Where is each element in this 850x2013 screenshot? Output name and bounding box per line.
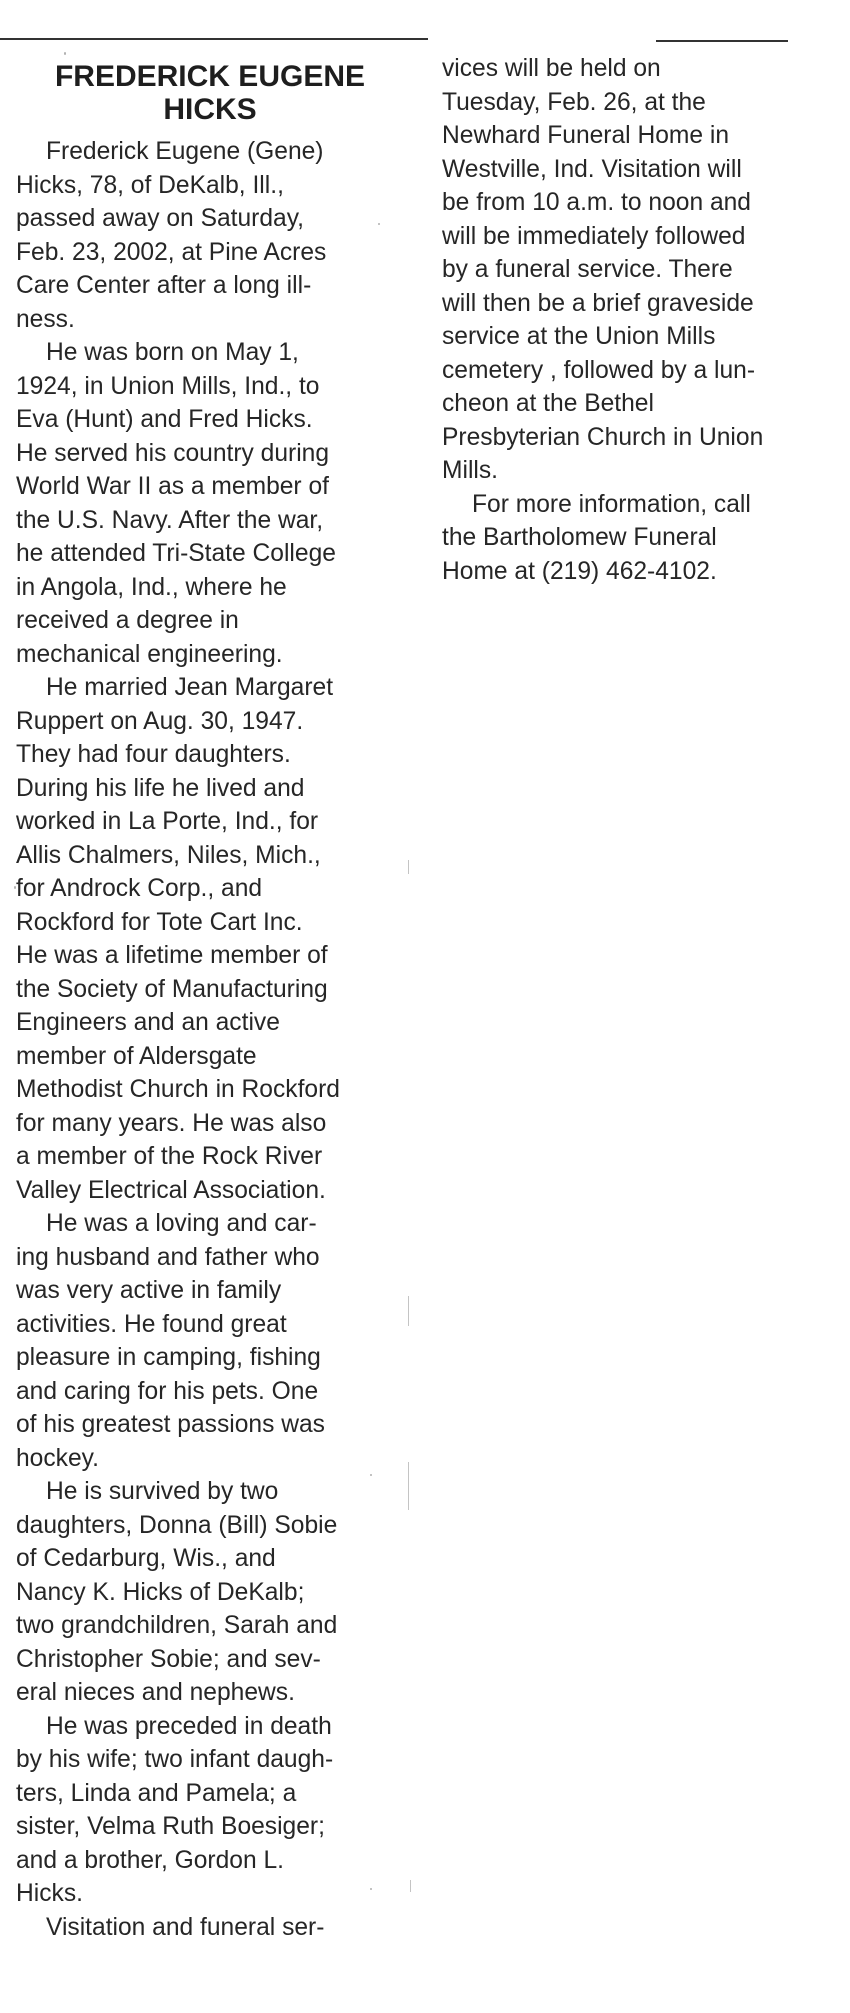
scan-mark — [410, 1880, 411, 1892]
text-line: Valley Electrical Association. — [16, 1176, 326, 1204]
text-line: Hicks. — [16, 1880, 83, 1907]
text-line: of Cedarburg, Wis., and — [16, 1545, 276, 1572]
text-line: Tuesday, Feb. 26, at the — [442, 88, 706, 116]
text-line: daughters, Donna (Bill) Sobie — [16, 1511, 338, 1539]
obituary-column-1 — [16, 135, 406, 1944]
text-line: eral nieces and nephews. — [16, 1679, 295, 1706]
text-line: ing husband and father who — [16, 1243, 320, 1271]
top-rule-right — [656, 40, 788, 42]
text-line: by a funeral service. There — [442, 256, 733, 283]
text-line: Newhard Funeral Home in — [442, 122, 730, 149]
text-line: During his life he lived and — [16, 774, 305, 802]
text-line: a member of the Rock River — [16, 1143, 323, 1170]
text-line: the Bartholomew Funeral — [442, 524, 717, 551]
text-line: He was a loving and car- — [46, 1210, 317, 1237]
text-line: received a degree in — [16, 607, 239, 634]
text-line: 1924, in Union Mills, Ind., to — [16, 372, 320, 400]
text-line: of his greatest passions was — [16, 1411, 325, 1438]
text-line: by his wife; two infant daugh- — [16, 1746, 334, 1773]
scan-speck — [370, 1888, 372, 1890]
text-line: Christopher Sobie; and sev- — [16, 1645, 321, 1673]
text-line: ness. — [16, 305, 75, 333]
scan-speck — [370, 1474, 372, 1476]
text-line: Rockford for Tote Cart Inc. — [16, 908, 303, 936]
text-line: for Androck Corp., and — [16, 875, 263, 902]
text-line: in Angola, Ind., where he — [16, 573, 287, 601]
text-line: worked in La Porte, Ind., for — [16, 808, 319, 835]
text-line: and caring for his pets. One — [16, 1377, 319, 1405]
text-line: service at the Union Mills — [442, 323, 716, 350]
text-line: Methodist Church in Rockford — [16, 1076, 340, 1103]
text-line: will be immediately followed — [442, 222, 746, 250]
text-line: hockey. — [16, 1444, 99, 1472]
scan-speck — [64, 52, 66, 55]
text-line: Visitation and funeral ser- — [46, 1913, 325, 1941]
text-line: Hicks, 78, of DeKalb, Ill., — [16, 171, 284, 199]
scan-speck — [378, 223, 380, 225]
text-line: member of Aldersgate — [16, 1042, 257, 1070]
text-line: Westville, Ind. Visitation will — [442, 155, 742, 183]
text-line: World War II as a member of — [16, 473, 329, 500]
text-line: He was born on May 1, — [46, 339, 299, 366]
text-line: pleasure in camping, fishing — [16, 1344, 321, 1371]
text-line: the Society of Manufacturing — [16, 975, 328, 1003]
text-line: be from 10 a.m. to noon and — [442, 189, 751, 216]
scan-mark — [408, 1462, 409, 1510]
text-line: sister, Velma Ruth Boesiger; — [16, 1813, 325, 1840]
text-line: activities. He found great — [16, 1310, 287, 1338]
text-line: passed away on Saturday, — [16, 205, 305, 232]
text-line: for many years. He was also — [16, 1109, 327, 1137]
text-line: Home at (219) 462-4102. — [442, 557, 717, 585]
text-line: vices will be held on — [442, 55, 661, 82]
text-line: Eva (Hunt) and Fred Hicks. — [16, 406, 313, 433]
text-line: He was a lifetime member of — [16, 942, 328, 969]
text-line: They had four daughters. — [16, 741, 291, 768]
text-line: and a brother, Gordon L. — [16, 1846, 284, 1874]
obituary-headline: FREDERICK EUGENE HICKS — [54, 60, 366, 126]
text-line: For more information, call — [472, 490, 751, 518]
text-line: was very active in family — [16, 1277, 282, 1304]
scan-mark — [408, 860, 409, 874]
text-line: the U.S. Navy. After the war, — [16, 506, 324, 534]
text-line: He is survived by two — [46, 1478, 279, 1505]
text-line: mechanical engineering. — [16, 640, 283, 668]
text-line: cheon at the Bethel — [442, 390, 654, 417]
text-line: Nancy K. Hicks of DeKalb; — [16, 1578, 305, 1606]
top-rule-left — [0, 38, 428, 40]
text-line: he attended Tri-State College — [16, 540, 336, 567]
text-line: He was preceded in death — [46, 1712, 332, 1740]
text-line: cemetery , followed by a lun- — [442, 356, 756, 384]
text-line: Ruppert on Aug. 30, 1947. — [16, 707, 304, 735]
text-line: will then be a brief graveside — [442, 289, 754, 317]
text-line: Care Center after a long ill- — [16, 272, 312, 299]
text-line: two grandchildren, Sarah and — [16, 1612, 338, 1639]
text-line: ters, Linda and Pamela; a — [16, 1779, 297, 1807]
text-line: Mills. — [442, 457, 499, 484]
text-line: He married Jean Margaret — [46, 674, 334, 701]
text-line: Feb. 23, 2002, at Pine Acres — [16, 238, 327, 266]
scan-speck — [14, 886, 16, 889]
text-line: Allis Chalmers, Niles, Mich., — [16, 841, 321, 869]
text-line: Engineers and an active — [16, 1009, 280, 1036]
obituary-column-2 — [442, 52, 812, 588]
text-line: He served his country during — [16, 439, 330, 467]
scan-mark — [408, 1296, 409, 1326]
text-line: Presbyterian Church in Union — [442, 423, 764, 451]
text-line: Frederick Eugene (Gene) — [46, 138, 324, 165]
